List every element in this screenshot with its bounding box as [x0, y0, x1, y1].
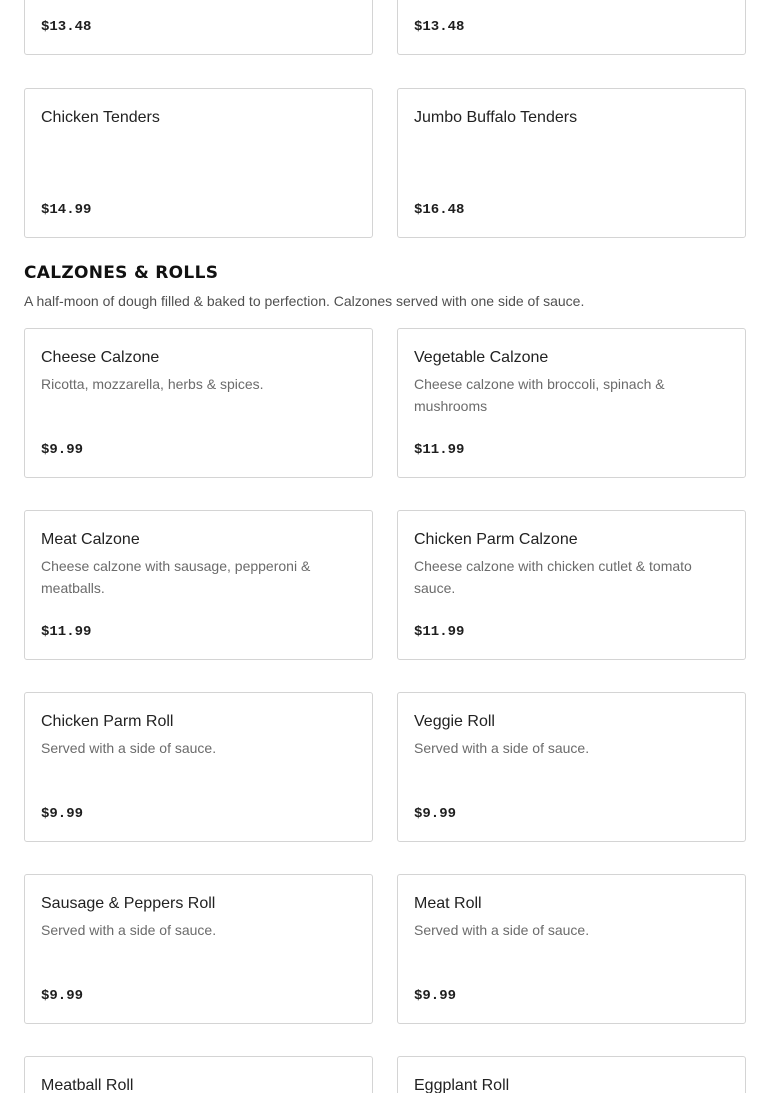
menu-item-price: $9.99	[41, 806, 84, 822]
menu-item-description: Served with a side of sauce.	[41, 740, 217, 756]
menu-item-card[interactable]	[24, 692, 373, 842]
section-description: A half-moon of dough filled & baked to perfection. Calzones served with one side of sauce.	[24, 293, 585, 309]
menu-item-card[interactable]	[397, 0, 746, 55]
menu-item-name: Chicken Tenders	[41, 109, 160, 126]
menu-item-card[interactable]	[397, 874, 746, 1024]
menu-item-price: $13.48	[41, 19, 92, 35]
section-title: CALZONES & ROLLS	[24, 263, 219, 283]
menu-item-card[interactable]	[24, 510, 373, 660]
menu-item-card[interactable]	[24, 0, 373, 55]
menu-item-price: $11.99	[414, 624, 465, 640]
menu-item-description: Cheese calzone with chicken cutlet & tomato sauce.	[414, 558, 692, 596]
menu-item-card[interactable]	[24, 328, 373, 478]
menu-item-name: Vegetable Calzone	[414, 349, 549, 366]
menu-item-description: Served with a side of sauce.	[41, 922, 217, 938]
menu-item-card[interactable]	[24, 88, 373, 238]
menu-item-description: Cheese calzone with sausage, pepperoni & meatballs.	[41, 558, 311, 596]
menu-item-card[interactable]	[397, 692, 746, 842]
menu-item-name: Meat Calzone	[41, 531, 140, 548]
menu-item-price: $9.99	[414, 806, 457, 822]
menu-item-name: Sausage & Peppers Roll	[41, 895, 216, 912]
menu-item-card[interactable]	[397, 88, 746, 238]
menu-item-card[interactable]	[24, 874, 373, 1024]
menu-item-card[interactable]	[397, 1056, 746, 1093]
menu-item-description: Served with a side of sauce.	[414, 922, 590, 938]
menu-item-price: $13.48	[414, 19, 465, 35]
menu-item-price: $11.99	[414, 442, 465, 458]
menu-item-name: Meatball Roll	[41, 1077, 134, 1093]
menu-item-name: Meat Roll	[414, 895, 482, 912]
menu-item-description: Cheese calzone with broccoli, spinach & mushrooms	[414, 376, 665, 414]
menu-item-card[interactable]	[397, 328, 746, 478]
menu-item-price: $9.99	[41, 442, 84, 458]
menu-item-price: $9.99	[41, 988, 84, 1004]
menu-item-name: Eggplant Roll	[414, 1077, 510, 1093]
menu-item-name: Chicken Parm Calzone	[414, 531, 578, 548]
menu-item-price: $14.99	[41, 202, 92, 218]
menu-item-price: $11.99	[41, 624, 92, 640]
menu-item-card[interactable]	[397, 510, 746, 660]
menu-item-description: Served with a side of sauce.	[414, 740, 590, 756]
menu-item-name: Cheese Calzone	[41, 349, 160, 366]
menu-item-card[interactable]	[24, 1056, 373, 1093]
menu-item-name: Chicken Parm Roll	[41, 713, 174, 730]
menu-item-description: Ricotta, mozzarella, herbs & spices.	[41, 376, 264, 392]
menu-item-name: Jumbo Buffalo Tenders	[414, 109, 578, 126]
menu-item-price: $9.99	[414, 988, 457, 1004]
menu-item-price: $16.48	[414, 202, 465, 218]
menu-item-name: Veggie Roll	[414, 713, 495, 730]
